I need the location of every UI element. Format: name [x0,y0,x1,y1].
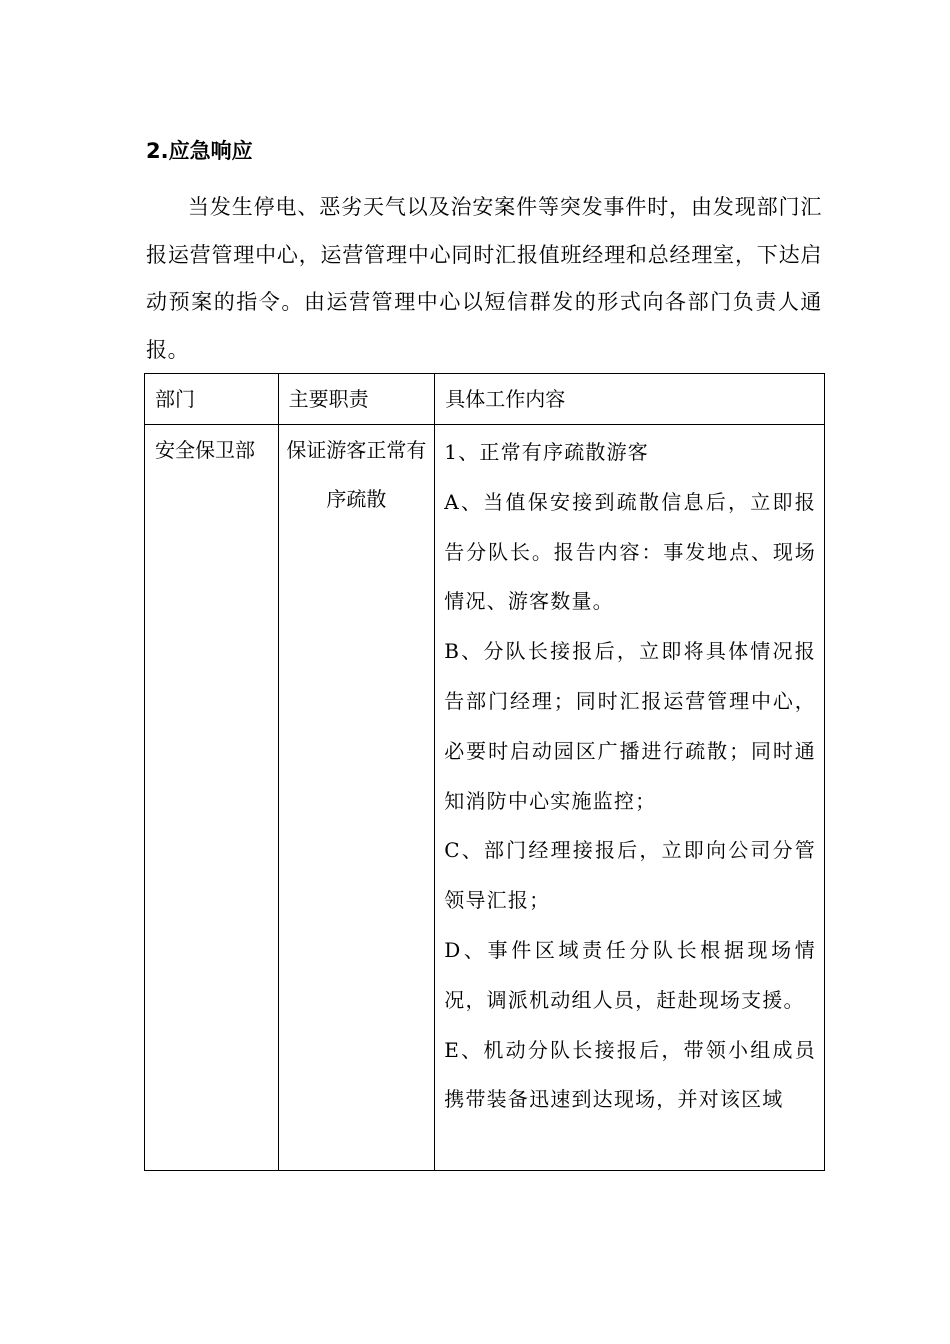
responsibility-table [144,373,825,1171]
duty-cell [278,425,435,1171]
header-dept-label: 部门 [155,387,195,411]
section-heading: 2.应急响应 [146,139,253,163]
table-header-row [145,374,825,425]
dept-name: 安全保卫部 [155,438,255,462]
header-cell-content [435,374,825,425]
table-row [145,425,825,1171]
content-item-e: E、机动分队长接报后，带领小组成员携带装备迅速到达现场，并对该区域 [444,1037,816,1112]
header-duty-label: 主要职责 [288,387,369,411]
dept-cell [145,425,279,1171]
header-content-label: 具体工作内容 [445,387,566,411]
intro-paragraph: 当发生停电、恶劣天气以及治安案件等突发事件时，由发现部门汇报运营管理中心，运营管理中心同时汇报值班经理和总经理室，下达启动预案的指令。由运营管理中心以短信群发的形式向各部门负责人通报。 [146,195,822,362]
header-cell-dept [145,374,279,425]
content-item-1: 1、正常有序疏散游客 [444,440,649,464]
content-item-b: B、分队长接报后，立即将具体情况报告部门经理；同时汇报运营管理中心，必要时启动园区广播进行疏散；同时通知消防中心实施监控； [444,639,816,813]
content-item-d: D、事件区域责任分队长根据现场情况，调派机动组人员，赶赴现场支援。 [444,937,816,1012]
content-cell [435,425,825,1171]
duty-text: 保证游客正常有序疏散 [286,438,427,511]
content-item-a: A、当值保安接到疏散信息后，立即报告分队长。报告内容：事发地点、现场情况、游客数量。 [444,489,816,614]
content-item-c: C、部门经理接报后，立即向公司分管领导汇报； [444,838,816,913]
